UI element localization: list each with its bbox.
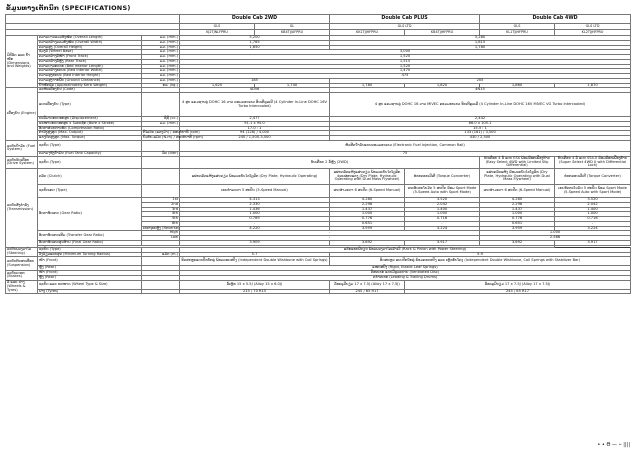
group-label: ລະບົບສົ່ງກຳລັງ (Transmission) — [6, 169, 38, 248]
spec-value: ດຣຳເບຣກ (Leading & Trailing Drums) — [180, 275, 631, 280]
spec-value: ຂັບເຄື່ອນ 2 ລໍ້ຫຼັງ (2WD) — [180, 156, 480, 168]
spec-label: ຂະໜາດກະບອກສູບ x ໄລຍະຊັກ (Bore x Stroke) — [38, 121, 142, 126]
spec-value: 1,820 — [405, 83, 480, 88]
group-label: ມິຕິລົດ ແລະ ນ້ຳໜັກ (Dimensions and Weights) — [6, 36, 38, 88]
spec-value: 5.7 — [180, 252, 330, 257]
spec-value: ອິດສະຫຼະແບບປີກນົກຄູ່ ພ້ອມຄອຍສປິງ (Independent Double Wishbone with Coil Springs) — [180, 257, 330, 266]
spec-value: - — [180, 221, 330, 226]
spec-value: 5,280 — [330, 36, 631, 41]
spec-value: ແໜບສປິງ (Rigid, Elastic Leaf Springs) — [180, 266, 631, 271]
spec-value: ເກຍອັດຕະໂນມັດ 5 ສະປີດ ພ້ອມ Sport Mode (5-Speed Auto with Sport Mode) — [555, 185, 631, 198]
gear-name: High — [142, 231, 180, 236]
header-row — [6, 15, 631, 24]
spec-value: 1,470 — [180, 69, 631, 74]
spec-label: ວົງລ້ຽວແຄບສຸດ (Minimum Turning Radius) — [38, 252, 142, 257]
spec-value: 4.313 — [180, 198, 330, 203]
spec-value: 5,200 — [180, 36, 330, 41]
col-header-plus: Double Cab PLUS — [330, 15, 480, 24]
gear-name: 3rd — [142, 207, 180, 212]
spec-value: 2.042 — [555, 202, 631, 207]
gear-name: 5th — [142, 217, 180, 222]
spec-value: 2.566 — [480, 236, 631, 241]
model-code: KB4TJJUFPRU — [255, 30, 330, 36]
spec-value: ເກຍທຳມະດາ 6 ສະປີດ (6-Speed Manual) — [330, 185, 405, 198]
spec-value: 2.298 — [480, 202, 555, 207]
spec-label: ຫຼັງ (Rear) — [38, 275, 142, 280]
spec-value: 0.716 — [555, 217, 631, 222]
group-label: ລໍ້ ແລະ ຢາງ (Wheels & Tyres) — [6, 280, 38, 294]
spec-value: 215 / 70 R15 — [180, 289, 330, 294]
spec-value: 1.000 — [180, 212, 330, 217]
spec-value: 3.224 — [555, 226, 631, 231]
spec-label: ອັດຕາທົດເກຍເສີມ (Transfer Gear Ratio) — [38, 231, 142, 241]
model-code: KL1TJJHFPRU — [480, 30, 555, 36]
col-header-2wd: Double Cab 2WD — [180, 15, 330, 24]
spec-value: 3.224 — [405, 226, 480, 231]
spec-value: 1,620 — [180, 83, 255, 88]
spec-value: 1,515 — [180, 59, 631, 64]
spec-label: ຄວາມສູງ (Overall Height) — [38, 45, 142, 50]
spec-value: 1,815 — [330, 40, 631, 45]
spec-value: ແຜ່ນຄລັດແຫ້ງ ພ້ອມລະບົບໄຮໂດຼລິກ (Dry Plate, Hydraulic Operating with Dual Mass Flywheel) — [480, 169, 555, 185]
spec-value: ລໍ້ອະລູມີນຽມ 17 x 7.5J (Alloy 17 x 7.5J) — [405, 280, 631, 289]
spec-label: ລະຫັດເຄື່ອງຍົນ (Code) — [38, 88, 142, 93]
spec-label: ຄວາມກວ້າງລໍ້ຫຼັງ (Rear Track) — [38, 59, 142, 64]
spec-value: 1.000 — [480, 212, 555, 217]
spec-value: 4 ສູບ ແຄມຊາບຄູ່ DOHC 16 ວາວ MIVEC ຄອມມອນເຣວ ອິນເຕີຄູລເລີ (4 Cylinder In-Line DOHC 16V MIVEC VG Turbo Intercooled) — [330, 93, 631, 117]
spec-value: 1,780 — [330, 45, 631, 50]
spec-label: ຫຼັງ (Rear) — [38, 266, 142, 271]
grade-cell: GLS — [480, 24, 555, 30]
spec-unit: ມມ. (mm.) — [142, 78, 180, 83]
spec-value: 475 — [180, 74, 631, 79]
page-number: • • Θ — ꞏꞏ |||| — [597, 442, 630, 448]
spec-value: 86.0 x 105.1 — [330, 121, 631, 126]
table-row — [6, 93, 631, 117]
col-header-4wd: Double Cab 4WD — [480, 15, 631, 24]
grade-cell: GLS LTD — [330, 24, 480, 30]
spec-unit: ມມ. (mm.) — [142, 50, 180, 55]
spec-value: 0.716 — [405, 217, 480, 222]
spec-unit: ມມ. (mm.) — [142, 45, 180, 50]
table-row — [6, 185, 631, 198]
group-label: ລະບົບພວງມາໄລ (Steering) — [6, 247, 38, 257]
spec-value: ແຜ່ນຄລັດແຫ້ງແຜ່ນດຽວ ພ້ອມລະບົບໄຮໂດຼລິກ (Dry Plate, Hydraulic Operating) — [180, 169, 330, 185]
spec-value: 3.520 — [405, 198, 480, 203]
spec-label: ຄວາມກວ້າງກະບະ (Bed Interior Width) — [38, 69, 142, 74]
table-row — [6, 156, 631, 168]
table-row — [6, 257, 631, 266]
spec-unit: ນິວຕັນ-ແມັດ (N-m) / ຮອບຕໍ່ນາທີ (rpm) — [143, 135, 203, 140]
spec-value: 1,780 — [330, 83, 405, 88]
spec-label: ຄວາມສູງກະບະ (Bed Interior Height) — [38, 74, 142, 79]
spec-value: ເກຍທຳມະດາ 6 ສະປີດ (6-Speed Manual) — [480, 185, 555, 198]
spec-label: ຊະນິດ (Type) — [38, 156, 142, 168]
spec-value: 3.692 — [330, 240, 405, 245]
spec-value: 4D56 — [180, 88, 330, 93]
grade-cell: GL — [255, 24, 330, 30]
spec-value: 3.959 — [330, 226, 405, 231]
table-row — [6, 141, 631, 152]
spec-label: ອັດຕາທົດເກຍສຸດທ້າຍ (Final Gear Ratio) — [38, 240, 142, 245]
spec-value: - — [405, 221, 480, 226]
spec-value: 1.400 — [405, 207, 480, 212]
spec-unit: ມມ. (mm.) — [142, 36, 180, 41]
spec-value: 5.9 — [330, 252, 631, 257]
spec-unit: ມມ. (mm.) — [142, 74, 180, 79]
model-code: KL2TJJHFPRU — [555, 30, 631, 36]
spec-value: ຂັບເຄື່ອນ 4 ລໍ້ ແບບ ESS ພ້ອມລ໊ອກເຟືອງທ້າຍ (Easy Select 4WD with Limited Slip Differential) — [480, 156, 555, 168]
spec-value: 1.000 — [330, 212, 405, 217]
spec-value: ຂັບເຄື່ອນ 4 ລໍ້ ແບບ SS4-II ພ້ອມລ໊ອກເຟືອງທ້າຍ (Super Select 4WD II with Differential Lock) — [555, 156, 631, 168]
spec-value: 1,650 — [180, 45, 330, 50]
spec-value: 1.000 — [555, 212, 631, 217]
spec-value: 4.280 — [330, 198, 405, 203]
spec-value: ດິສເບຣກ ແບບມີຮູລະບາຍ (Ventilated Disc) — [180, 271, 631, 276]
model-code: KJ2TJNLFPRU — [180, 30, 255, 36]
spec-value: 2.042 — [405, 202, 480, 207]
spec-value: ທໍຣກຄອນເວີເຕີ (Torque Converter) — [555, 169, 631, 185]
gear-name: 6th — [142, 221, 180, 226]
spec-value: 3.917 — [555, 240, 631, 245]
spec-value: 1.437 — [480, 207, 555, 212]
gear-name: ເກຍຖອຍຫຼັງ (Reverse) — [143, 225, 180, 230]
spec-value: 2.298 — [330, 202, 405, 207]
gear-name: 4th — [142, 212, 180, 217]
spec-value: 1,870 — [555, 83, 631, 88]
group-label: ລະບົບເບຣກ (Brakes) — [6, 271, 38, 281]
spec-label: ຊະນິດ (Type) — [38, 247, 142, 252]
spec-value: 75 — [180, 152, 631, 157]
table-row — [6, 280, 631, 289]
spec-value: 0.651 — [330, 221, 405, 226]
spec-value: - — [555, 221, 631, 226]
spec-value: 2,442 — [330, 117, 631, 122]
spec-value: - — [180, 231, 480, 236]
spec-label: ປະລິມາດກະບອກສູບ (Displacement) — [38, 117, 142, 122]
spec-value: 1.000 — [480, 231, 631, 236]
table-row — [6, 289, 631, 294]
spec-value: 1.437 — [330, 207, 405, 212]
spec-label: ຄວາມຍາວກະບະ (Bed Interior Length) — [38, 64, 142, 69]
spec-label: ຄວາມກວ້າງລໍ້ໜ້າ (Front Track) — [38, 55, 142, 60]
spec-value: 2.330 — [180, 202, 330, 207]
spec-value: 3.959 — [480, 226, 555, 231]
spec-value: 4.220 — [180, 226, 330, 231]
spec-value: 0.776 — [330, 217, 405, 222]
spec-unit: ມມ. (mm.) — [142, 40, 180, 45]
spec-value: 1,520 — [180, 55, 631, 60]
spec-unit: ລິດ (liter) — [142, 152, 180, 157]
spec-value: 2,477 — [180, 117, 330, 122]
spec-value: 240 / 1,500-3,500 — [180, 136, 330, 141]
spec-unit: ມມ. (mm.) — [142, 55, 180, 60]
spec-value: ອິດສະຫຼະ ແບບປີກນົກຄູ່ ພ້ອມຄອຍສປິງ ແລະ ເຫຼັກກັນໂຄງ (Independent Double Wishbone, Coil Springs with Stabilizer Bar) — [330, 257, 631, 266]
spec-value: 1,860 — [480, 83, 555, 88]
spec-value: 17.0 : 1 — [180, 126, 330, 131]
spec-label: ຊະນິດ (Type) — [38, 141, 142, 152]
spec-label: ຄວາມຈຸຖັງນ້ຳມັນ (Fuel Tank Capacity) — [38, 152, 142, 157]
spec-label: ໜ້າ (Front) — [38, 271, 142, 276]
gear-name: 2nd — [142, 202, 180, 207]
group-label: ເຄື່ອງຍົນ (Engine) — [6, 88, 38, 141]
spec-unit: ມມ. (mm.) — [142, 64, 180, 69]
model-code: KK1TJJHFPRU — [330, 30, 405, 36]
spec-unit: ຊີຊີ (cc.) — [142, 117, 180, 122]
spec-value: 94 (128) / 4,000 — [180, 131, 330, 136]
spec-value: 3.692 — [480, 240, 555, 245]
spec-value: 1.436 — [180, 207, 330, 212]
spec-value: 0.651 — [480, 221, 555, 226]
spec-value: 1.000 — [405, 212, 480, 217]
spec-label: ແຮງບິດສູງສຸດ (Max. Torque) — [38, 136, 142, 141]
grade-cell: GLS LTD — [555, 24, 631, 30]
spec-table — [5, 14, 631, 294]
spec-label: ຄລັດ (Clutch) — [38, 169, 142, 185]
spec-label: ອັດຕາທົດເກຍ (Gear Ratio) — [38, 198, 142, 231]
spec-unit: ກລ. (kg.) — [142, 83, 180, 88]
spec-unit: ມມ. (mm.) — [142, 59, 180, 64]
gear-name: 1st — [142, 198, 180, 203]
spec-label: ຄວາມຍາວລວມທັງໝົດ (Overall Length) — [38, 36, 142, 41]
spec-value: ແຜ່ນຄລັດແຫ້ງແຜ່ນດຽວ ພ້ອມລະບົບໄຮໂດຼລິກ ຊ່ວຍຜ່ອນແຮງ (Dry Plate, Hydraulic Operating with Dual Mass Flywheel) — [330, 169, 405, 185]
spec-value: 205 — [330, 78, 631, 83]
group-label: ລະບົບນ້ຳມັນ (Fuel System) — [6, 141, 38, 157]
spec-value: 3.520 — [555, 198, 631, 203]
spec-unit: ມມ. (mm.) — [142, 121, 180, 126]
spec-label: ນ້ຳໜັກລົດ (Approximately Kerb Weight) — [38, 83, 142, 88]
spec-label: ຢາງ (Tyres) — [38, 289, 142, 294]
spec-value: 185 — [180, 78, 330, 83]
spec-value: 0.776 — [480, 217, 555, 222]
spec-value: ເກຍອັດຕະໂນມັດ 5 ສະປີດ ພ້ອມ Sport Mode (5-Speed Auto with Sport Mode) — [405, 185, 480, 198]
spec-label: ຊ່ວງລໍ້ (Wheel Base) — [38, 50, 142, 55]
spec-value: 245 / 65 R17 — [330, 289, 405, 294]
spec-value: 1,520 — [180, 64, 631, 69]
spec-value: 245 / 65 R17 — [405, 289, 631, 294]
spec-value: ທໍຣກຄອນເວີເຕີ (Torque Converter) — [405, 169, 480, 185]
spec-label: ອັດຕາສ່ວນການອັດ (Compression Ratio) — [38, 126, 142, 131]
spec-value: 3.909 — [180, 240, 330, 245]
spec-label: ຊະນິດ ແລະ ຂະໜາດ (Wheel Type & Size) — [38, 280, 142, 289]
spec-value: ແຮັກແອນພີນຽນ ພ້ອມພວງມາໄລເພົາເວີ (Rack & Pinion with Power Steering) — [180, 247, 631, 252]
spec-value: 15.5 : 1 — [330, 126, 631, 131]
spec-label: ກຳລັງສູງສຸດ (Max. Output) — [38, 131, 142, 136]
spec-value: 133 (181) / 3,500 — [330, 131, 631, 136]
page-title: ຂໍ້ມູນທາງເຕັກນິກ (SPECIFICATIONS) — [6, 4, 131, 12]
spec-value: 1,785 — [180, 40, 330, 45]
spec-value: 4N15 — [330, 88, 631, 93]
spec-value: 4.280 — [480, 198, 555, 203]
spec-value: 1.400 — [555, 207, 631, 212]
spec-value: 4 ສູບ ແຄມຊາບຄູ່ DOHC 16 ວາວ ຄອມມອນເຣວ ອິນເຕີຄູລເລີ (4 Cylinder In-Line DOHC 16V Turbo Intercooled) — [180, 93, 330, 117]
gear-name: Low — [142, 236, 180, 241]
spec-unit: ມມ. (mm.) — [142, 69, 180, 74]
spec-value: 3.917 — [405, 240, 480, 245]
table-row — [6, 169, 631, 185]
group-label: ລະບົບຂັບເຄື່ອນ (Drive System) — [6, 156, 38, 168]
spec-value: ຫົວສີດນ້ຳມັນແບບຄອມມອນເຣວ (Electronic Fuel Injection, Common Rail) — [180, 141, 631, 152]
spec-value: ລໍ້ເຫຼັກ 15 x 5.5J (Alloy 15 x 6.0J) — [180, 280, 330, 289]
spec-label: ໜ້າ (Front) — [38, 257, 142, 266]
spec-value: 1,740 — [255, 83, 330, 88]
grade-cell: GLS — [180, 24, 255, 30]
spec-unit: ແມັດ (m.) — [142, 252, 180, 257]
spec-value: 0.789 — [180, 217, 330, 222]
spec-value: 3,000 — [180, 50, 631, 55]
spec-label: ຄວາມສູງຈາກພື້ນ (Ground Clearance) — [38, 78, 142, 83]
spec-label: ແບບເຄື່ອງຍົນ (Type) — [38, 93, 142, 117]
spec-value: - — [180, 236, 480, 241]
spec-value: 91.1 x 95.0 — [180, 121, 330, 126]
spec-value: 430 / 2,500 — [330, 136, 631, 141]
spec-unit: ກິໂລວັດ (ແຮງມ້າ) / ຮອບຕໍ່ນາທີ (rpm) — [143, 130, 200, 135]
model-code: KB4TJJHFPRU — [405, 30, 480, 36]
group-label: ລະບົບກັນສະເທືອນ (Suspension) — [6, 257, 38, 271]
spec-value: ເກຍທຳມະດາ 5 ສະປີດ (5-Speed Manual) — [180, 185, 330, 198]
spec-label: ຊະນິດເກຍ (Type) — [38, 185, 142, 198]
spec-value: ລໍ້ອະລູມີນຽມ 17 x 7.5J (Alloy 17 x 7.5J) — [330, 280, 405, 289]
spec-label: ຄວາມກວ້າງລວມທັງໝົດ (Overall Width) — [38, 40, 142, 45]
